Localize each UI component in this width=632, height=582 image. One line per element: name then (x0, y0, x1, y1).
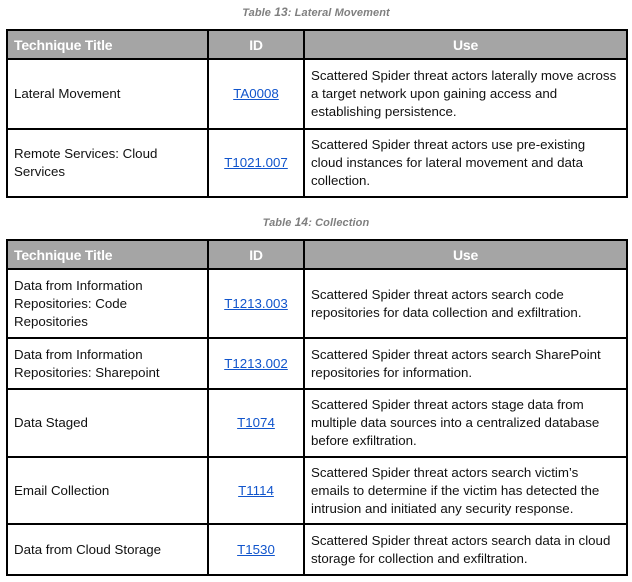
technique-title: Data from Information Repositories: Sharepoint (7, 338, 208, 389)
caption-prefix: Table (242, 7, 275, 19)
header-row (7, 30, 627, 59)
technique-title: Email Collection (7, 457, 208, 524)
table-row (7, 129, 627, 197)
technique-title: Remote Services: Cloud Services (7, 129, 208, 197)
lateral-movement-table (6, 29, 628, 198)
technique-id-link[interactable]: TA0008 (233, 86, 279, 101)
technique-id-link[interactable]: T1074 (237, 415, 275, 430)
technique-use: Scattered Spider threat actors search code repositories for data collection and exfiltration. (304, 269, 627, 338)
technique-id-link[interactable]: T1114 (238, 482, 274, 498)
table-row (7, 524, 627, 575)
technique-use: Scattered Spider threat actors use pre-existing cloud instances for lateral movement and data collection. (304, 129, 627, 197)
header-use: Use (304, 30, 627, 59)
table-row (7, 457, 627, 524)
table-row (7, 338, 627, 389)
technique-use: Scattered Spider threat actors stage data from multiple data sources into a centralized database before exfiltration. (304, 389, 627, 457)
table-row (7, 269, 627, 338)
technique-id-link[interactable]: T1213.002 (224, 355, 288, 371)
technique-title: Data Staged (7, 389, 208, 457)
caption-number: 14 (294, 215, 309, 229)
header-technique-title: Technique Title (7, 240, 208, 269)
technique-id-link[interactable]: T1213.003 (224, 295, 288, 311)
technique-id-link[interactable]: T1530 (237, 541, 275, 557)
header-id: ID (208, 30, 304, 59)
table-14-caption (0, 215, 632, 229)
table-row (7, 389, 627, 457)
header-row (7, 240, 627, 269)
technique-use: Scattered Spider threat actors search SharePoint repositories for information. (304, 338, 627, 389)
technique-use: Scattered Spider threat actors search data in cloud storage for collection and exfiltration. (304, 524, 627, 575)
technique-id-link[interactable]: T1021.007 (224, 155, 288, 170)
caption-suffix: : Lateral Movement (287, 7, 390, 19)
technique-title: Lateral Movement (7, 59, 208, 129)
header-id: ID (208, 240, 304, 269)
header-technique-title: Technique Title (7, 30, 208, 59)
collection-table (6, 239, 628, 576)
table-13-caption (0, 5, 632, 19)
technique-use: Scattered Spider threat actors laterally move across a target network upon gaining access and establishing persistence. (304, 59, 627, 129)
technique-title: Data from Information Repositories: Code Repositories (7, 269, 208, 338)
header-use: Use (304, 240, 627, 269)
technique-title: Data from Cloud Storage (7, 524, 208, 575)
caption-suffix: : Collection (308, 217, 370, 229)
caption-number: 13 (274, 5, 288, 19)
technique-use: Scattered Spider threat actors search victim’s emails to determine if the victim has detected the intrusion and initiated any security response. (304, 457, 627, 524)
caption-prefix: Table (262, 217, 295, 229)
table-row (7, 59, 627, 129)
